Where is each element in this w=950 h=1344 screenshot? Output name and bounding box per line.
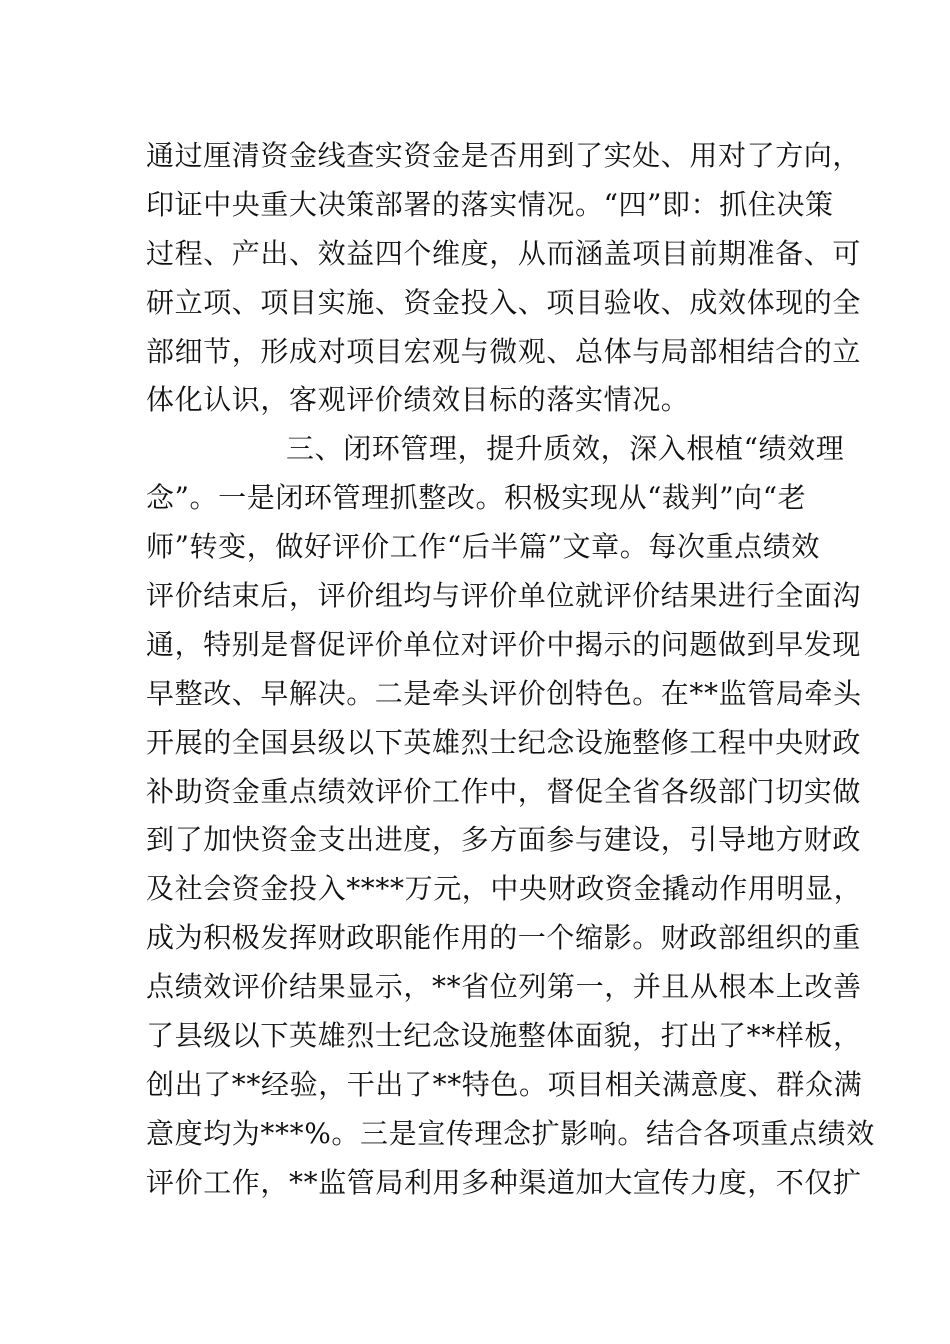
text-line: 及社会资金投入****万元，中央财政资金撬动作用明显， <box>146 872 863 906</box>
text-line: 评价工作，**监管局利用多种渠道加大宣传力度，不仅扩 <box>146 1165 862 1199</box>
text-line: 早整改、早解决。二是牵头评价创特色。在**监管局牵头 <box>146 676 862 710</box>
text-line: 通过厘清资金线查实资金是否用到了实处、用对了方向， <box>146 139 862 172</box>
text-line: 到了加快资金支出进度，多方面参与建设，引导地方财政 <box>146 823 862 857</box>
text-line: 创出了**经验，干出了**特色。项目相关满意度、群众满 <box>146 1067 863 1101</box>
text-line: 了县级以下英雄烈士纪念设施整体面貌，打出了**样板， <box>146 1019 862 1053</box>
text-line: 通，特别是督促评价单位对评价中揭示的问题做到早发现 <box>146 627 862 661</box>
text-line: 开展的全国县级以下英雄烈士纪念设施整修工程中央财政 <box>146 725 862 759</box>
text-line: 过程、产出、效益四个维度，从而涵盖项目前期准备、可 <box>146 236 862 270</box>
text-line: 意度均为***%。三是宣传理念扩影响。结合各项重点绩效 <box>146 1116 875 1150</box>
text-line: 点绩效评价结果显示，**省位列第一，并且从根本上改善 <box>146 970 862 1004</box>
text-line: 印证中央重大决策部署的落实情况。“四”即：抓住决策 <box>146 187 834 221</box>
text-line: 体化认识，客观评价绩效目标的落实情况。 <box>146 383 690 417</box>
text-line: 念”。一是闭环管理抓整改。积极实现从“裁判”向“老 <box>146 481 807 515</box>
text-line: 补助资金重点绩效评价工作中，督促全省各级部门切实做 <box>146 774 862 808</box>
body-text <box>146 132 875 1208</box>
text-line: 成为积极发挥财政职能作用的一个缩影。财政部组织的重 <box>146 921 862 955</box>
text-line: 研立项、项目实施、资金投入、项目验收、成效体现的全 <box>146 285 862 319</box>
text-line: 评价结束后，评价组均与评价单位就评价结果进行全面沟 <box>146 579 862 613</box>
text-line: 部细节，形成对项目宏观与微观、总体与局部相结合的立 <box>146 334 862 368</box>
section-heading-line: 三、闭环管理，提升质效，深入根植“绩效理 <box>286 432 845 466</box>
text-line: 师”转变，做好评价工作“后半篇”文章。每次重点绩效 <box>146 530 820 564</box>
